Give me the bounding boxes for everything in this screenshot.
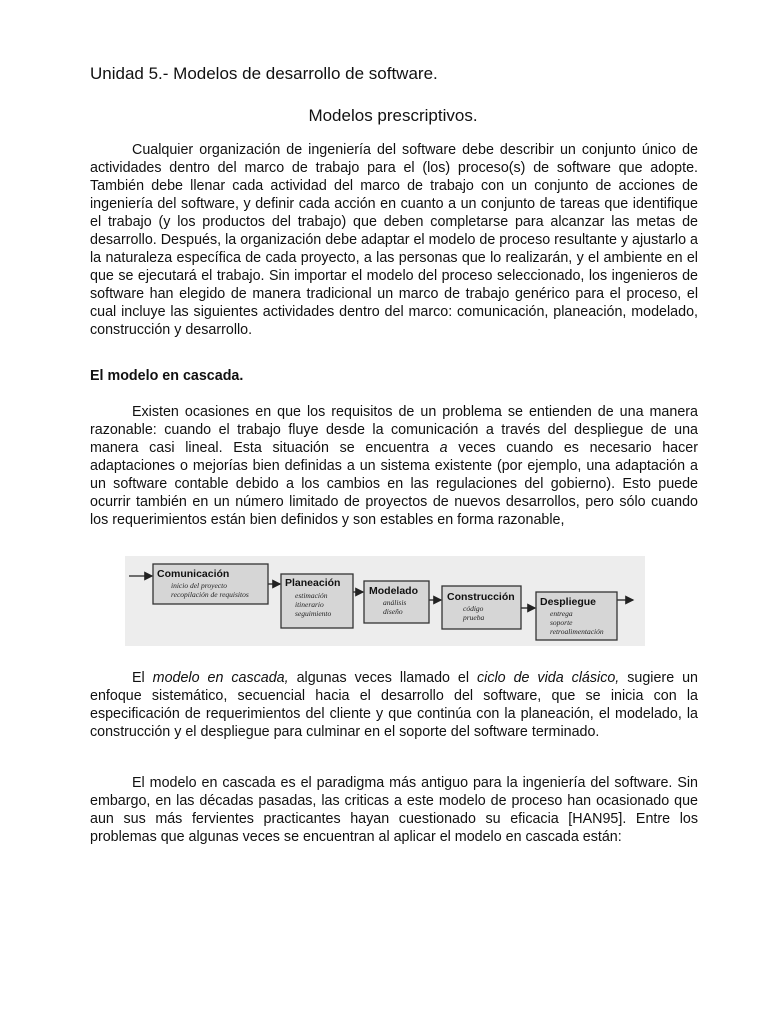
text-run: veces cuando es necesario hacer adaptaciones o mejorías bien definidas a un sistema existente (por ejemplo, una adaptación a un software contable debido a los cambios en las regulaciones del gobierno). Esto puede ocurrir también en un número limitado de proyectos de nuevos desarrollos, pero sólo cuando los requerimientos están bien definidos y son estables en forma razonable, <box>90 440 698 528</box>
stage-modelado <box>364 581 429 623</box>
stage-line: estimación <box>295 591 328 600</box>
stage-title: Comunicación <box>157 568 230 580</box>
stage-line: seguimiento <box>295 609 332 618</box>
unit-title: Unidad 5.- Modelos de desarrollo de software. <box>90 64 438 83</box>
stage-title: Construcción <box>447 591 515 603</box>
stage-line: soporte <box>550 618 573 627</box>
stage-line: diseño <box>383 607 403 616</box>
italic-run: modelo en cascada, <box>152 670 289 686</box>
cascade-heading: El modelo en cascada. <box>90 368 244 384</box>
text-run: algunas veces llamado el <box>288 670 478 686</box>
stage-construccion <box>442 586 521 629</box>
stage-line: código <box>463 604 484 613</box>
cascade-paragraph-3: El modelo en cascada es el paradigma más antiguo para la ingeniería del software. Sin embargo, en las décadas pasadas, las criticas a este modelo de proceso han ocasionado que aun sus más fervientes practicantes hayan cuestionado su eficacia [HAN95]. Entre los problemas que algunas veces se encuentran al aplicar el modelo en cascada están: <box>90 775 698 845</box>
cascade-paragraph-2 <box>90 669 698 741</box>
text-run: sugiere un enfoque sistemático, secuencial hacia el desarrollo del software, que se inicia con la especificación de requerimientos del cliente y que continúa con la planeación, el modelado, la construcción y el despliegue para culminar en el soporte del software terminado. <box>90 670 699 740</box>
stage-line: prueba <box>463 613 485 622</box>
stage-planeacion <box>281 574 353 628</box>
italic-run: a <box>439 440 448 456</box>
stage-line: análisis <box>383 598 407 607</box>
intro-paragraph: Cualquier organización de ingeniería del software debe describir un conjunto único de actividades dentro del marco de trabajo para el (los) proceso(s) de software que adopte. También debe llenar cada actividad del marco de trabajo con un conjunto de acciones de ingeniería del software, y definir cada acción en cuanto a un conjunto de tareas que identifique el trabajo (y los productos del trabajo) que deben completarse para alcanzar las metas de desarrollo. Después, la organización debe adaptar el modelo de proceso resultante y ajustarlo a la naturaleza específica de cada proyecto, a las personas que lo realizarán, y el ambiente en el que se ejecutará el trabajo. Sin importar el modelo del proceso seleccionado, los ingenieros de software han elegido de manera tradicional un marco de trabajo genérico para el proceso, el cual incluye las siguientes actividades dentro del marco: comunicación, planeación, modelado, construcción y desarrollo. <box>90 142 698 338</box>
waterfall-diagram <box>125 556 645 646</box>
section-title: Modelos prescriptivos. <box>308 106 478 125</box>
stage-title: Planeación <box>285 577 341 589</box>
stage-title: Despliegue <box>540 596 597 608</box>
stage-line: recopilación de requisitos <box>171 590 249 599</box>
stage-line: inicio del proyecto <box>171 581 227 590</box>
stage-title: Modelado <box>369 585 418 597</box>
stage-line: entrega <box>550 609 573 618</box>
stage-line: itinerario <box>295 600 324 609</box>
stage-despliegue <box>536 592 617 640</box>
text-run: El <box>132 670 153 686</box>
stage-comunicacion <box>153 564 268 604</box>
italic-run: ciclo de vida clásico, <box>477 670 620 686</box>
text-run: Existen ocasiones en que los requisitos de un problema se entienden de una manera razonable: cuando el trabajo fluye desde la comunicación a través del despliegue de una manera casi lineal. Esta situación se encuentra <box>90 404 698 456</box>
cascade-paragraph-1 <box>90 403 698 529</box>
stage-line: retroalimentación <box>550 627 604 636</box>
